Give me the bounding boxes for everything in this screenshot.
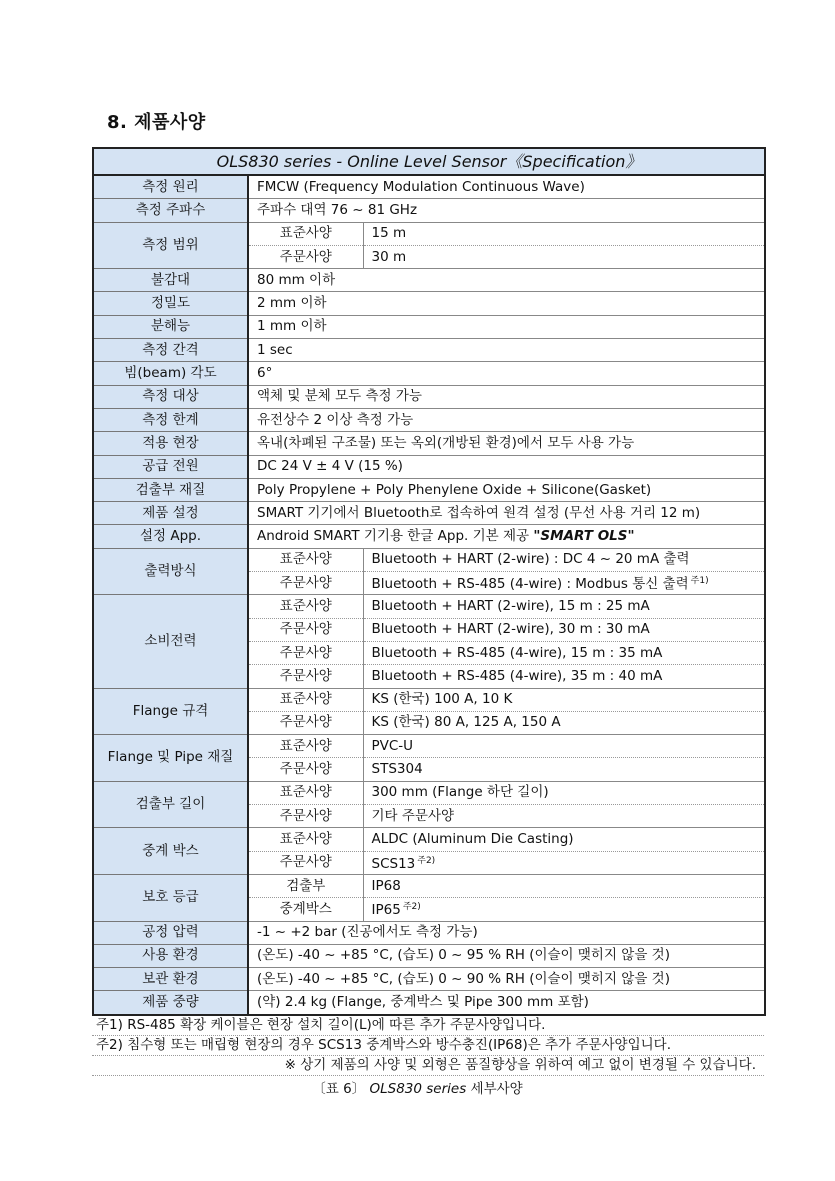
row-label: Flange 및 Pipe 재질 <box>93 735 248 782</box>
sub-value <box>363 851 765 874</box>
table-row <box>93 595 765 618</box>
row-label: 적용 현장 <box>93 432 248 455</box>
row-label: 측정 한계 <box>93 408 248 431</box>
table-row <box>93 828 765 851</box>
sub-value: Bluetooth + HART (2-wire) : DC 4 ~ 20 mA 출력 <box>363 548 765 571</box>
sub-value: Bluetooth + RS-485 (4-wire), 35 m : 40 mA <box>363 665 765 688</box>
row-label: 보호 등급 <box>93 874 248 921</box>
sub-value: Bluetooth + RS-485 (4-wire), 15 m : 35 mA <box>363 641 765 664</box>
row-label: 설정 App. <box>93 525 248 548</box>
sub-value: 15 m <box>363 222 765 245</box>
table-row <box>93 478 765 501</box>
sub-label: 표준사양 <box>248 595 363 618</box>
row-label: 출력방식 <box>93 548 248 595</box>
sub-value: KS (한국) 100 A, 10 K <box>363 688 765 711</box>
sub-label: 표준사양 <box>248 828 363 851</box>
row-label: Flange 규격 <box>93 688 248 735</box>
caption-suffix: 세부사양 <box>470 1081 523 1097</box>
row-label: 공정 압력 <box>93 921 248 944</box>
table-row <box>93 315 765 338</box>
row-value: 유전상수 2 이상 측정 가능 <box>248 408 765 431</box>
table-row <box>93 688 765 711</box>
sub-label: 주문사양 <box>248 851 363 874</box>
row-label: 측정 주파수 <box>93 199 248 222</box>
sub-label: 표준사양 <box>248 735 363 758</box>
sub-label: 주문사양 <box>248 758 363 781</box>
table-row <box>93 502 765 525</box>
sub-value: STS304 <box>363 758 765 781</box>
section-title: 8. 제품사양 <box>107 112 206 133</box>
sub-value-text: SCS13 <box>371 855 416 872</box>
sub-value-text: IP65 <box>371 902 401 919</box>
sub-label: 주문사양 <box>248 641 363 664</box>
sub-label: 중계박스 <box>248 898 363 921</box>
row-label: 빔(beam) 각도 <box>93 362 248 385</box>
row-label: 공급 전원 <box>93 455 248 478</box>
row-value: (약) 2.4 kg (Flange, 중계박스 및 Pipe 300 mm 포함) <box>248 991 765 1015</box>
footnotes <box>92 1016 764 1076</box>
table-row <box>93 432 765 455</box>
sub-value: 기타 주문사양 <box>363 805 765 828</box>
footnote-2: 주2) 침수형 또는 매립형 현장의 경우 SCS13 중계박스와 방수충진(IP68)은 추가 주문사양입니다. <box>92 1036 764 1056</box>
sub-label: 주문사양 <box>248 665 363 688</box>
table-row <box>93 874 765 897</box>
footnote-ref: 주2) <box>417 855 436 866</box>
row-label: 제품 중량 <box>93 991 248 1015</box>
spec-table <box>92 147 766 1016</box>
row-value: Poly Propylene + Poly Phenylene Oxide + Silicone(Gasket) <box>248 478 765 501</box>
row-value: 2 mm 이하 <box>248 292 765 315</box>
table-row <box>93 339 765 362</box>
row-label: 측정 원리 <box>93 175 248 199</box>
row-value: (온도) -40 ~ +85 °C, (습도) 0 ~ 90 % RH (이슬이 맺히지 않을 것) <box>248 968 765 991</box>
sub-value: Bluetooth + HART (2-wire), 30 m : 30 mA <box>363 618 765 641</box>
sub-label: 표준사양 <box>248 222 363 245</box>
row-label: 중계 박스 <box>93 828 248 875</box>
table-row <box>93 968 765 991</box>
row-value: (온도) -40 ~ +85 °C, (습도) 0 ~ 95 % RH (이슬이 맺히지 않을 것) <box>248 944 765 967</box>
row-value: SMART 기기에서 Bluetooth로 접속하여 원격 설정 (무선 사용 거리 12 m) <box>248 502 765 525</box>
row-label: 검출부 재질 <box>93 478 248 501</box>
sub-label: 표준사양 <box>248 688 363 711</box>
sub-label: 표준사양 <box>248 781 363 804</box>
row-label: 소비전력 <box>93 595 248 688</box>
row-value: FMCW (Frequency Modulation Continuous Wave) <box>248 175 765 199</box>
row-label: 측정 대상 <box>93 385 248 408</box>
table-row <box>93 199 765 222</box>
row-value: 1 mm 이하 <box>248 315 765 338</box>
table-row <box>93 548 765 571</box>
row-label: 측정 범위 <box>93 222 248 269</box>
table-row <box>93 991 765 1015</box>
row-value: 80 mm 이하 <box>248 269 765 292</box>
sub-value: Bluetooth + HART (2-wire), 15 m : 25 mA <box>363 595 765 618</box>
caption-model: OLS830 series <box>369 1081 467 1097</box>
row-value: -1 ~ +2 bar (진공에서도 측정 가능) <box>248 921 765 944</box>
row-label: 측정 간격 <box>93 339 248 362</box>
row-value: 옥내(차폐된 구조물) 또는 옥외(개방된 환경)에서 모두 사용 가능 <box>248 432 765 455</box>
sub-value <box>363 898 765 921</box>
row-label: 검출부 길이 <box>93 781 248 828</box>
row-value: DC 24 V ± 4 V (15 %) <box>248 455 765 478</box>
table-row <box>93 921 765 944</box>
table-row <box>93 455 765 478</box>
table-row <box>93 292 765 315</box>
row-label: 불감대 <box>93 269 248 292</box>
table-caption <box>0 1077 835 1097</box>
app-name: "SMART OLS" <box>533 528 635 545</box>
row-label: 사용 환경 <box>93 944 248 967</box>
row-value <box>248 525 765 548</box>
sub-value: KS (한국) 80 A, 125 A, 150 A <box>363 711 765 734</box>
disclaimer: ※ 상기 제품의 사양 및 외형은 품질향상을 위하여 예고 없이 변경될 수 있습니다. <box>92 1056 764 1076</box>
table-row <box>93 175 765 199</box>
table-row <box>93 944 765 967</box>
sub-label: 주문사양 <box>248 711 363 734</box>
table-row <box>93 735 765 758</box>
table-row <box>93 781 765 804</box>
sub-value: ALDC (Aluminum Die Casting) <box>363 828 765 851</box>
table-row <box>93 408 765 431</box>
sub-value: 300 mm (Flange 하단 길이) <box>363 781 765 804</box>
sub-value <box>363 572 765 595</box>
table-row <box>93 385 765 408</box>
sub-label: 주문사양 <box>248 618 363 641</box>
row-label: 보관 환경 <box>93 968 248 991</box>
caption-prefix: 〔표 6〕 <box>312 1081 366 1097</box>
table-row <box>93 525 765 548</box>
sub-value: 30 m <box>363 245 765 268</box>
footnote-ref: 주2) <box>402 902 421 913</box>
table-title-row <box>93 148 765 175</box>
footnote-ref: 주1) <box>690 576 709 587</box>
table-title: OLS830 series - Online Level Sensor《Specification》 <box>93 148 765 175</box>
sub-label: 주문사양 <box>248 805 363 828</box>
app-value-text: Android SMART 기기용 한글 App. 기본 제공 <box>257 528 534 545</box>
row-label: 제품 설정 <box>93 502 248 525</box>
table-row <box>93 222 765 245</box>
row-label: 정밀도 <box>93 292 248 315</box>
row-value: 1 sec <box>248 339 765 362</box>
row-value: 주파수 대역 76 ~ 81 GHz <box>248 199 765 222</box>
sub-value-text: Bluetooth + RS-485 (4-wire) : Modbus 통신 출력 <box>371 576 689 593</box>
row-value: 6° <box>248 362 765 385</box>
row-label: 분해능 <box>93 315 248 338</box>
sub-label: 검출부 <box>248 874 363 897</box>
sub-value: PVC-U <box>363 735 765 758</box>
table-row <box>93 269 765 292</box>
row-value: 액체 및 분체 모두 측정 가능 <box>248 385 765 408</box>
table-row <box>93 362 765 385</box>
sub-label: 주문사양 <box>248 245 363 268</box>
sub-label: 표준사양 <box>248 548 363 571</box>
sub-value: IP68 <box>363 874 765 897</box>
sub-label: 주문사양 <box>248 572 363 595</box>
footnote-1: 주1) RS-485 확장 케이블은 현장 설치 길이(L)에 따른 추가 주문사양입니다. <box>92 1016 764 1036</box>
